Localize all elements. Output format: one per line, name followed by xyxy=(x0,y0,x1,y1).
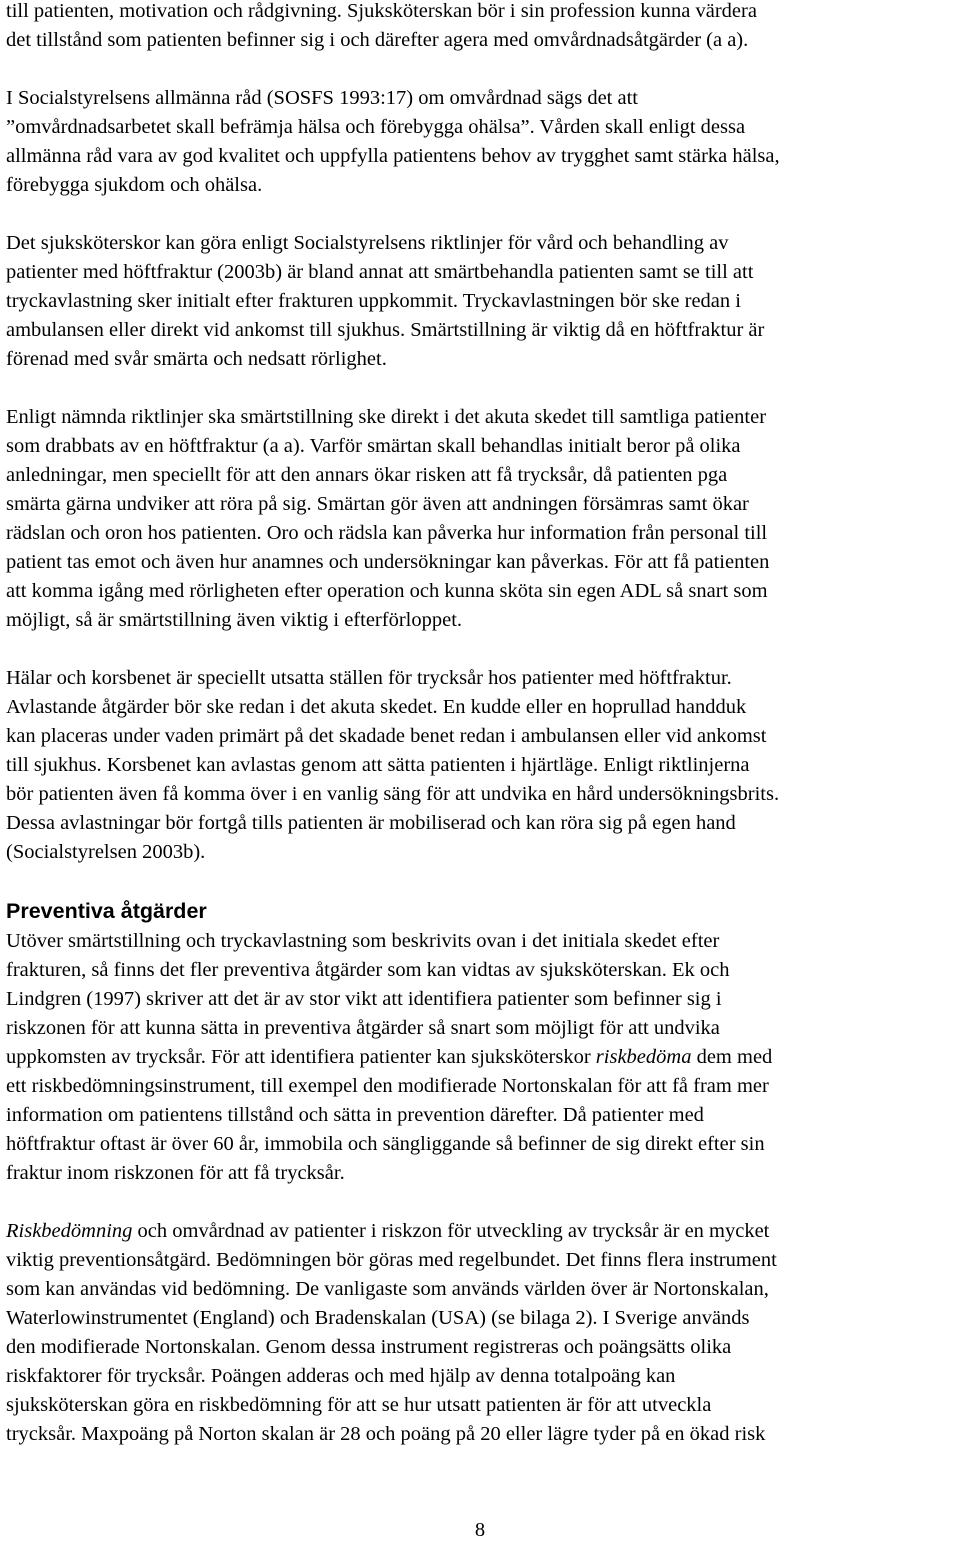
text-line: kan placeras under vaden primärt på det skadade benet redan i ambulansen eller vid ankomst xyxy=(6,725,767,747)
text-line: allmänna råd vara av god kvalitet och uppfylla patientens behov av trygghet samt stärka hälsa, xyxy=(6,145,780,167)
text-line: förenad med svår smärta och nedsatt rörlighet. xyxy=(6,348,387,370)
italic-term: Riskbedömning xyxy=(6,1220,133,1242)
paragraph-preventive-measures xyxy=(6,927,958,1188)
text-line: Dessa avlastningar bör fortgå tills patienten är mobiliserad och kan röra sig på egen hand xyxy=(6,812,736,834)
text-line: Waterlowinstrumentet (England) och Bradenskalan (USA) (se bilaga 2). I Sverige används xyxy=(6,1307,750,1329)
page-number: 8 xyxy=(474,1519,486,1541)
paragraph-pressure-relief xyxy=(6,664,958,867)
text-line: till patienten, motivation och rådgivning. Sjuksköterskan bör i sin profession kunna värdera xyxy=(6,0,757,22)
text-segment: uppkomsten av trycksår. För att identifiera patienter kan sjuksköterskor xyxy=(6,1046,596,1068)
text-line: Det sjuksköterskor kan göra enligt Socialstyrelsens riktlinjer för vård och behandling av xyxy=(6,232,729,254)
text-line xyxy=(6,1043,958,1072)
paragraph-intro-continuation xyxy=(6,0,958,55)
text-segment: och omvårdnad av patienter i riskzon för utveckling av trycksår är en mycket xyxy=(132,1220,770,1242)
text-line: riskfaktorer för trycksår. Poängen adderas och med hjälp av denna totalpoäng kan xyxy=(6,1365,676,1387)
text-line: fraktur inom riskzonen för att få trycksår. xyxy=(6,1162,345,1184)
italic-term: riskbedöma xyxy=(595,1046,692,1068)
text-line: Hälar och korsbenet är speciellt utsatta ställen för trycksår hos patienter med höftfraktur. xyxy=(6,667,732,689)
text-line: till sjukhus. Korsbenet kan avlastas genom att sätta patienten i hjärtläge. Enligt riktlinjerna xyxy=(6,754,750,776)
text-line: sjuksköterskan göra en riskbedömning för att se hur utsatt patienten är för att utveckla xyxy=(6,1394,712,1416)
text-line: bör patienten även få komma över i en vanlig säng för att undvika en hård undersökningsbrits. xyxy=(6,783,780,805)
text-line: smärta gärna undviker att röra på sig. Smärtan gör även att andningen försämras samt ökar xyxy=(6,493,749,515)
text-line: tryckavlastning sker initialt efter frakturen uppkommit. Tryckavlastningen bör ske redan i xyxy=(6,290,741,312)
text-line: patient tas emot och även hur anamnes och undersökningar kan påverkas. För att få patienten xyxy=(6,551,770,573)
text-line: ambulansen eller direkt vid ankomst till sjukhus. Smärtstillning är viktig då en höftfraktur är xyxy=(6,319,765,341)
text-line xyxy=(6,1217,958,1246)
text-line: förebygga sjukdom och ohälsa. xyxy=(6,174,263,196)
text-line: ”omvårdnadsarbetet skall befrämja hälsa och förebygga ohälsa”. Vården skall enligt dessa xyxy=(6,116,746,138)
paragraph-risk-assessment xyxy=(6,1217,958,1449)
text-line: anledningar, men speciellt för att den annars ökar risken att få trycksår, då patienten pga xyxy=(6,464,728,486)
text-line: information om patientens tillstånd och sätta in prevention därefter. Då patienter med xyxy=(6,1104,704,1126)
text-line: Lindgren (1997) skriver att det är av stor vikt att identifiera patienter som befinner sig i xyxy=(6,988,722,1010)
paragraph-sosfs xyxy=(6,84,958,200)
paragraph-pain-relief xyxy=(6,403,958,635)
text-line: Avlastande åtgärder bör ske redan i det akuta skedet. En kudde eller en hoprullad handduk xyxy=(6,696,747,718)
text-line: det tillstånd som patienten befinner sig i och därefter agera med omvårdnadsåtgärder (a a). xyxy=(6,29,749,51)
text-line: Utöver smärtstillning och tryckavlastning som beskrivits ovan i det initiala skedet efter xyxy=(6,930,720,952)
paragraph-guidelines xyxy=(6,229,958,374)
text-line: trycksår. Maxpoäng på Norton skalan är 28 och poäng på 20 eller lägre tyder på en ökad risk xyxy=(6,1423,766,1445)
text-line: ett riskbedömningsinstrument, till exempel den modifierade Nortonskalan för att få fram mer xyxy=(6,1075,769,1097)
text-line: som drabbats av en höftfraktur (a a). Varför smärtan skall behandlas initialt beror på olika xyxy=(6,435,741,457)
text-line: rädslan och oron hos patienten. Oro och rädsla kan påverka hur information från personal till xyxy=(6,522,768,544)
text-line: att komma igång med rörligheten efter operation och kunna sköta sin egen ADL så snart som xyxy=(6,580,768,602)
text-line: höftfraktur oftast är över 60 år, immobila och sängliggande så befinner de sig direkt efter sin xyxy=(6,1133,765,1155)
text-line: viktig preventionsåtgärd. Bedömningen bör göras med regelbundet. Det finns flera instrument xyxy=(6,1249,777,1271)
text-line: Enligt nämnda riktlinjer ska smärtstillning ske direkt i det akuta skedet till samtliga patienter xyxy=(6,406,767,428)
section-heading: Preventiva åtgärder xyxy=(6,899,207,923)
text-line: I Socialstyrelsens allmänna råd (SOSFS 1993:17) om omvårdnad sägs det att xyxy=(6,87,638,109)
text-line: den modifierade Nortonskalan. Genom dessa instrument registreras och poängsätts olika xyxy=(6,1336,732,1358)
text-line: möjligt, så är smärtstillning även viktig i efterförloppet. xyxy=(6,609,463,631)
text-line: frakturen, så finns det fler preventiva åtgärder som kan vidtas av sjuksköterskan. Ek och xyxy=(6,959,730,981)
text-line: som kan användas vid bedömning. De vanligaste som används världen över är Nortonskalan, xyxy=(6,1278,769,1300)
text-line: patienter med höftfraktur (2003b) är bland annat att smärtbehandla patienten samt se till att xyxy=(6,261,754,283)
text-segment: dem med xyxy=(691,1046,773,1068)
text-line: riskzonen för att kunna sätta in preventiva åtgärder så snart som möjligt för att undvika xyxy=(6,1017,720,1039)
text-line: (Socialstyrelsen 2003b). xyxy=(6,841,206,863)
document-page xyxy=(6,0,958,1449)
